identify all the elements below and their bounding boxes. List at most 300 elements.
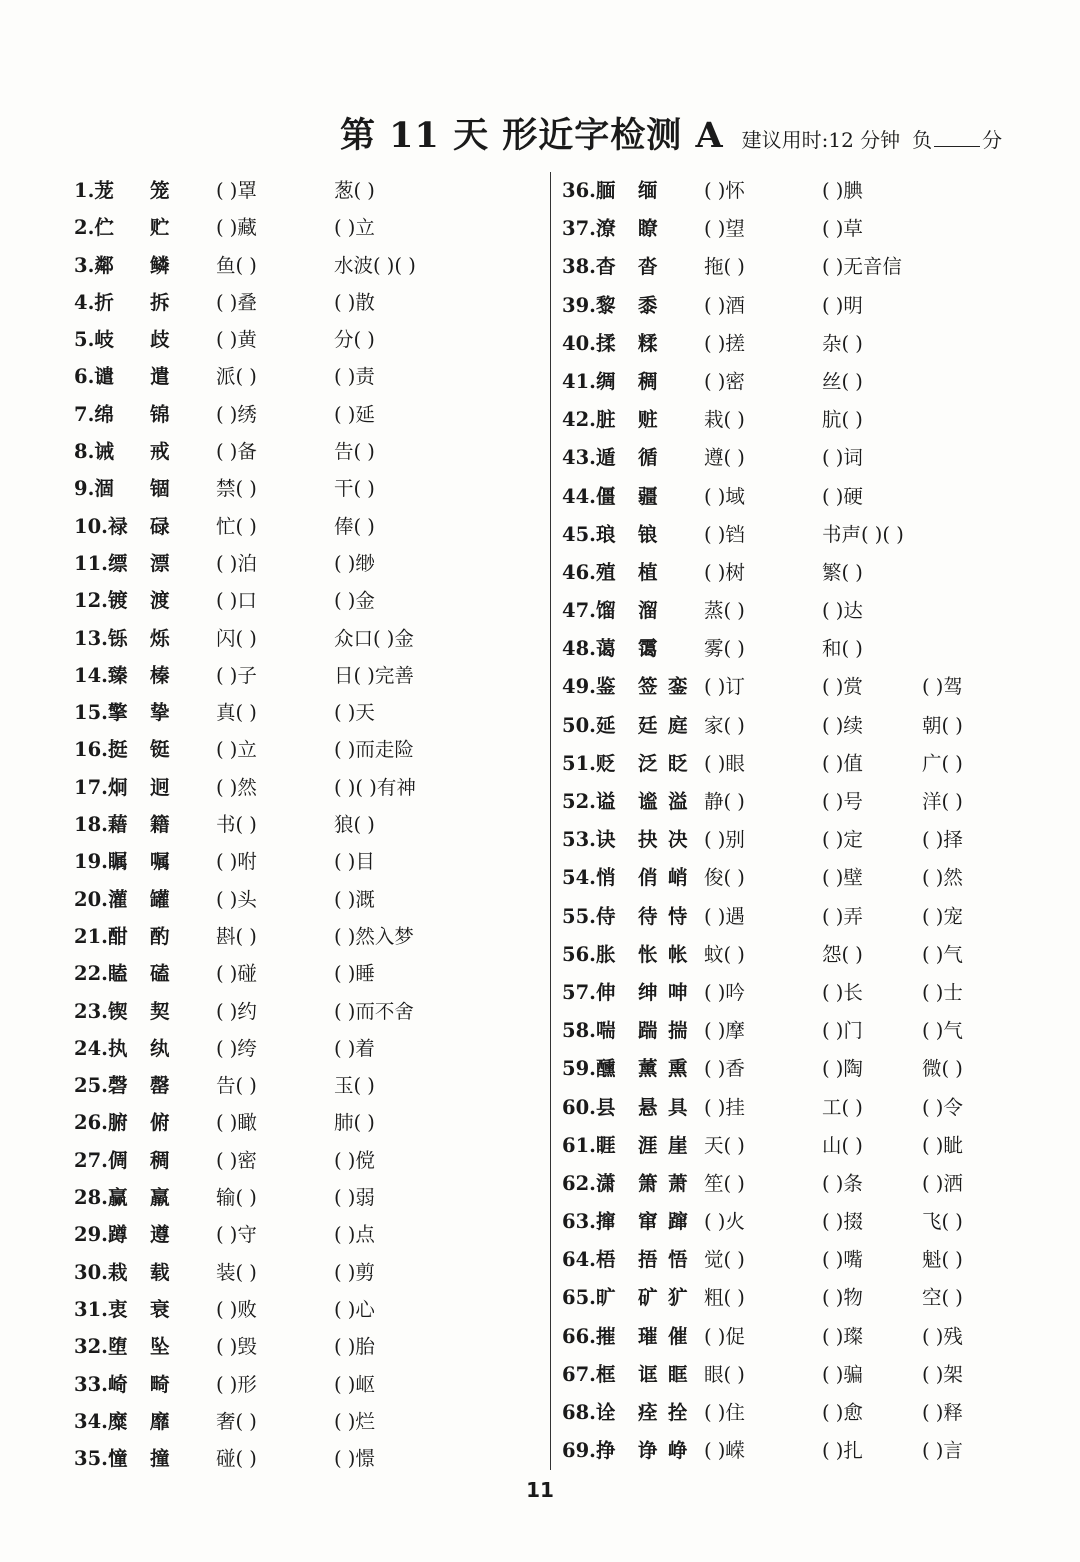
- page-title: 第 11 天 形近字检测 A: [340, 115, 724, 156]
- exercise-row: [562, 1089, 1022, 1127]
- similar-char: 脏: [595, 408, 616, 432]
- similar-char: 沓: [638, 255, 658, 279]
- item-number-and-char: 64.梧: [562, 1248, 616, 1272]
- exercise-row: [562, 1127, 1022, 1165]
- exercise-row: [562, 1318, 1022, 1356]
- similar-char: 绵: [94, 402, 114, 426]
- fill-blank-word: ( )头: [216, 887, 257, 911]
- fill-blank-word: ( )璨: [822, 1324, 863, 1348]
- similar-char: 诤: [638, 1439, 658, 1463]
- exercise-row: [74, 358, 544, 395]
- fill-blank-word: 肮( ): [822, 408, 863, 432]
- similar-char: 璀: [638, 1324, 658, 1348]
- fill-blank-word: ( )而不舍: [334, 999, 414, 1023]
- similar-char: 馏: [595, 599, 616, 623]
- similar-char: 俏: [638, 866, 658, 890]
- fill-blank-word: ( )吟: [704, 980, 745, 1004]
- fill-blank-word: ( )罩: [216, 179, 257, 202]
- similar-char: 贬: [595, 751, 616, 775]
- fill-blank-word: 山( ): [822, 1133, 863, 1157]
- exercise-row: [74, 284, 544, 321]
- exercise-row: [74, 1254, 544, 1291]
- item-number-and-char: 61.睚: [562, 1133, 616, 1157]
- item-number-and-char: 32.堕: [74, 1335, 128, 1359]
- similar-char: 伸: [595, 980, 616, 1004]
- fill-blank-word: ( )树: [704, 560, 745, 584]
- similar-char: 禄: [107, 514, 128, 538]
- fill-blank-word: ( )口: [216, 589, 257, 613]
- fill-blank-word: ( )气: [922, 942, 963, 966]
- similar-char: 羸: [150, 1186, 170, 1210]
- similar-char: 遁: [595, 446, 616, 470]
- fill-blank-word: 斟( ): [216, 924, 257, 948]
- exercise-row: [74, 918, 544, 955]
- item-number-and-char: 54.悄: [562, 866, 616, 890]
- exercise-row: [74, 1216, 544, 1253]
- item-number-and-char: 26.腑: [74, 1111, 128, 1135]
- similar-char: 揉: [595, 331, 616, 355]
- similar-char: 执: [107, 1036, 128, 1060]
- exercise-row: [74, 247, 544, 284]
- item-number-and-char: 9.涸: [74, 477, 114, 501]
- exercise-row: [562, 516, 1022, 554]
- item-number-and-char: 2.伫: [74, 216, 114, 240]
- fill-blank-word: ( )黄: [216, 328, 257, 352]
- item-number-and-char: 19.瞩: [74, 850, 128, 874]
- item-number-and-char: 7.绵: [74, 402, 114, 426]
- similar-char: 潇: [595, 1171, 616, 1195]
- similar-char: 待: [638, 904, 658, 928]
- similar-char: 帐: [668, 942, 688, 966]
- fill-blank-word: ( )嘴: [822, 1248, 863, 1272]
- fill-blank-word: ( )眼: [704, 751, 745, 775]
- similar-char: 鳞: [150, 253, 170, 277]
- similar-char: 黎: [595, 293, 616, 317]
- item-number-and-char: 21.酣: [74, 924, 128, 948]
- similar-char: 眨: [668, 751, 688, 775]
- time-suggestion: 建议用时:12 分钟: [741, 128, 901, 152]
- similar-char: 锢: [150, 477, 170, 501]
- item-number-and-char: 30.栽: [74, 1260, 128, 1284]
- similar-char: 赢: [107, 1186, 128, 1210]
- similar-char: 锲: [107, 999, 128, 1023]
- fill-blank-word: ( )毁: [216, 1335, 257, 1359]
- fill-blank-word: ( )域: [704, 484, 745, 508]
- fill-blank-word: ( )铛: [704, 522, 745, 546]
- similar-char: 籍: [150, 813, 170, 837]
- item-number-and-char: 37.潦: [562, 217, 616, 241]
- similar-char: 具: [668, 1095, 688, 1119]
- similar-char: 漂: [150, 551, 170, 575]
- fill-blank-word: 怨( ): [822, 942, 863, 966]
- column-divider: [550, 172, 551, 1470]
- exercise-row: [562, 783, 1022, 821]
- item-number-and-char: 1.茏: [74, 179, 114, 202]
- exercise-row: [562, 936, 1022, 974]
- similar-char: 坠: [150, 1335, 170, 1359]
- fill-blank-word: 派( ): [216, 365, 257, 389]
- fill-blank-word: ( )绣: [216, 402, 257, 426]
- similar-char: 灌: [107, 887, 128, 911]
- similar-char: 挚: [150, 701, 170, 725]
- fill-blank-word: 装( ): [216, 1260, 257, 1284]
- item-number-and-char: 46.殖: [562, 560, 616, 584]
- fill-blank-word: 俊( ): [704, 866, 745, 890]
- exercise-row: [74, 694, 544, 731]
- similar-char: 赃: [638, 408, 658, 432]
- fill-blank-word: ( )败: [216, 1297, 257, 1321]
- fill-blank-word: ( )藏: [216, 216, 257, 240]
- fill-blank-word: ( )定: [822, 828, 863, 852]
- fill-blank-word: ( )门: [822, 1019, 863, 1043]
- similar-char: 俯: [150, 1111, 170, 1135]
- fill-blank-word: ( )搓: [704, 331, 745, 355]
- fill-blank-word: ( )长: [822, 980, 863, 1004]
- page-number: 11: [526, 1478, 554, 1502]
- similar-char: 矿: [638, 1286, 658, 1310]
- similar-char: 谧: [638, 790, 658, 813]
- fill-blank-word: 朝( ): [922, 713, 963, 737]
- fill-blank-word: ( )愈: [822, 1401, 863, 1424]
- item-number-and-char: 69.挣: [562, 1439, 616, 1463]
- fill-blank-word: ( )缈: [334, 551, 375, 575]
- fill-blank-word: ( )酒: [704, 293, 745, 317]
- exercise-row: [74, 1403, 544, 1440]
- similar-char: 鉴: [595, 675, 616, 699]
- fill-blank-word: ( )备: [216, 440, 257, 464]
- exercise-row: [562, 1394, 1022, 1432]
- similar-char: 锦: [150, 402, 170, 426]
- exercise-row: [74, 1291, 544, 1328]
- item-number-and-char: 60.县: [562, 1095, 616, 1119]
- item-number-and-char: 66.摧: [562, 1324, 616, 1348]
- fill-blank-word: ( )扎: [822, 1439, 863, 1463]
- similar-char: 诀: [595, 828, 616, 852]
- item-number-and-char: 10.禄: [74, 514, 128, 538]
- item-number-and-char: 14.臻: [74, 663, 128, 687]
- fill-blank-word: ( )瞰: [216, 1111, 257, 1135]
- similar-char: 擎: [107, 701, 128, 725]
- fill-blank-word: ( )天: [334, 701, 375, 725]
- fill-blank-word: ( )然: [216, 775, 257, 799]
- fill-blank-word: ( )形: [216, 1372, 257, 1396]
- similar-char: 磬: [107, 1074, 128, 1098]
- fill-blank-word: ( )碰: [216, 962, 257, 986]
- similar-char: 谥: [595, 790, 616, 813]
- similar-char: 殖: [595, 560, 616, 584]
- item-number-and-char: 22.瞌: [74, 962, 128, 986]
- item-number-and-char: 31.衷: [74, 1297, 128, 1321]
- fill-blank-word: ( )傥: [334, 1148, 375, 1172]
- item-number-and-char: 25.磬: [74, 1074, 128, 1098]
- similar-char: 溢: [668, 790, 688, 813]
- item-number-and-char: 5.岐: [74, 328, 114, 352]
- similar-char: 罄: [150, 1074, 170, 1098]
- similar-char: 折: [94, 290, 114, 314]
- exercise-row: [562, 898, 1022, 936]
- exercise-row: [74, 1067, 544, 1104]
- fill-blank-word: ( )岖: [334, 1372, 375, 1396]
- item-number-and-char: 23.锲: [74, 999, 128, 1023]
- fill-blank-word: 空( ): [922, 1286, 963, 1310]
- exercise-row: [74, 620, 544, 657]
- fill-blank-word: ( )散: [334, 290, 375, 314]
- exercise-row: [74, 545, 544, 582]
- score-field: [912, 124, 1002, 153]
- fill-blank-word: 输( ): [216, 1186, 257, 1210]
- fill-blank-word: ( )陶: [822, 1057, 863, 1081]
- item-number-and-char: 6.谴: [74, 365, 114, 389]
- fill-blank-word: 闪( ): [216, 626, 257, 650]
- fill-blank-word: ( )守: [216, 1223, 257, 1247]
- fill-blank-word: ( )子: [216, 663, 257, 687]
- similar-char: 廷: [638, 713, 658, 737]
- similar-char: 糅: [638, 331, 658, 355]
- similar-char: 倜: [107, 1148, 128, 1172]
- item-number-and-char: 62.潇: [562, 1171, 616, 1195]
- item-number-and-char: 48.蔼: [562, 637, 616, 661]
- similar-char: 侍: [595, 904, 616, 928]
- similar-char: 瞌: [107, 962, 128, 986]
- fill-blank-word: ( )责: [334, 365, 375, 389]
- fill-blank-word: ( )条: [822, 1171, 863, 1195]
- item-number-and-char: 15.擎: [74, 701, 128, 725]
- item-number-and-char: 45.琅: [562, 522, 616, 546]
- similar-char: 涸: [94, 477, 114, 501]
- exercise-row: [74, 1366, 544, 1403]
- similar-char: 梧: [595, 1248, 616, 1272]
- fill-blank-word: ( )泊: [216, 551, 257, 575]
- fill-blank-word: 书( ): [216, 813, 257, 837]
- similar-char: 迥: [150, 775, 170, 799]
- exercise-row: [74, 470, 544, 507]
- item-number-and-char: 63.撺: [562, 1210, 616, 1234]
- exercise-row: [562, 1432, 1022, 1470]
- similar-char: 歧: [150, 328, 170, 352]
- fill-blank-word: 干( ): [334, 477, 375, 501]
- fill-blank-word: ( )号: [822, 790, 863, 813]
- similar-char: 铄: [107, 626, 128, 650]
- similar-char: 遣: [150, 365, 170, 389]
- similar-char: 靡: [150, 1409, 170, 1433]
- fill-blank-word: 分( ): [334, 328, 375, 352]
- exercise-row: [562, 478, 1022, 516]
- similar-char: 堕: [107, 1335, 128, 1359]
- fill-blank-word: ( )摩: [704, 1019, 745, 1043]
- item-number-and-char: 35.憧: [74, 1447, 128, 1471]
- similar-char: 怅: [638, 942, 658, 966]
- similar-char: 拴: [668, 1401, 688, 1424]
- fill-blank-word: ( )驾: [922, 675, 963, 699]
- item-number-and-char: 3.鄰: [74, 253, 114, 277]
- exercise-row: [562, 554, 1022, 592]
- fill-blank-word: ( )硬: [822, 484, 863, 508]
- item-number-and-char: 56.胀: [562, 942, 616, 966]
- fill-blank-word: ( )怀: [704, 179, 745, 202]
- page-header: [340, 108, 1040, 158]
- fill-blank-word: 静( ): [704, 790, 745, 813]
- similar-char: 决: [668, 828, 688, 852]
- similar-char: 悄: [595, 866, 616, 890]
- similar-char: 铤: [150, 738, 170, 762]
- fill-blank-word: ( )胎: [334, 1335, 375, 1359]
- fill-blank-word: ( )嵘: [704, 1439, 745, 1463]
- fill-blank-word: ( )腆: [822, 179, 863, 202]
- exercise-row: [74, 1179, 544, 1216]
- fill-blank-word: 水波( )( ): [334, 253, 416, 277]
- fill-blank-word: 家( ): [704, 713, 745, 737]
- fill-blank-word: ( )绔: [216, 1036, 257, 1060]
- fill-blank-word: ( )言: [922, 1439, 963, 1463]
- similar-char: 绅: [638, 980, 658, 1004]
- similar-char: 箫: [638, 1171, 658, 1195]
- similar-char: 载: [150, 1260, 170, 1284]
- similar-char: 峥: [668, 1439, 688, 1463]
- fill-blank-word: ( )溉: [334, 887, 375, 911]
- similar-char: 恃: [668, 904, 688, 928]
- item-number-and-char: 16.挺: [74, 738, 128, 762]
- item-number-and-char: 12.镀: [74, 589, 128, 613]
- item-number-and-char: 20.灌: [74, 887, 128, 911]
- similar-char: 挺: [107, 738, 128, 762]
- similar-char: 揣: [668, 1019, 688, 1043]
- similar-char: 庭: [668, 713, 688, 737]
- similar-char: 蹿: [668, 1210, 688, 1234]
- exercise-row: [562, 401, 1022, 439]
- similar-char: 诓: [638, 1362, 658, 1386]
- fill-blank-word: 雾( ): [704, 637, 745, 661]
- fill-blank-word: ( )金: [334, 589, 375, 613]
- fill-blank-word: ( )密: [704, 369, 745, 393]
- exercise-row: [562, 363, 1022, 401]
- similar-char: 磕: [150, 962, 170, 986]
- item-number-and-char: 38.杳: [562, 255, 616, 279]
- similar-char: 催: [668, 1324, 688, 1348]
- similar-char: 框: [595, 1362, 616, 1386]
- fill-blank-word: ( )续: [822, 713, 863, 737]
- item-number-and-char: 11.缥: [74, 551, 128, 575]
- exercise-row: [74, 1328, 544, 1365]
- item-number-and-char: 65.旷: [562, 1286, 616, 1310]
- fill-blank-word: ( )促: [704, 1324, 745, 1348]
- fill-blank-word: ( )无音信: [822, 255, 902, 279]
- similar-char: 栽: [107, 1260, 128, 1284]
- item-number-and-char: 43.遁: [562, 446, 616, 470]
- similar-char: 茏: [94, 179, 114, 202]
- similar-char: 绸: [595, 369, 616, 393]
- fill-blank-word: ( )延: [334, 402, 375, 426]
- fill-blank-word: ( )物: [822, 1286, 863, 1310]
- score-prefix: 负: [912, 128, 933, 152]
- similar-char: 衷: [107, 1297, 128, 1321]
- fill-blank-word: 觉( ): [704, 1248, 745, 1272]
- exercise-row: [562, 172, 1022, 210]
- item-number-and-char: 24.执: [74, 1036, 128, 1060]
- fill-blank-word: 真( ): [216, 701, 257, 725]
- fill-blank-word: ( )达: [822, 599, 863, 623]
- exercise-row: [74, 321, 544, 358]
- similar-char: 遵: [150, 1223, 170, 1247]
- exercise-row: [74, 1440, 544, 1477]
- fill-blank-word: ( )订: [704, 675, 745, 699]
- item-number-and-char: 68.诠: [562, 1401, 616, 1424]
- fill-blank-word: ( )约: [216, 999, 257, 1023]
- similar-char: 谴: [94, 365, 114, 389]
- item-number-and-char: 4.折: [74, 290, 114, 314]
- item-number-and-char: 49.鉴: [562, 675, 616, 699]
- fill-blank-word: ( )香: [704, 1057, 745, 1081]
- item-number-and-char: 39.黎: [562, 293, 616, 317]
- similar-char: 拆: [150, 290, 170, 314]
- item-number-and-char: 34.糜: [74, 1409, 128, 1433]
- fill-blank-word: ( )令: [922, 1095, 963, 1119]
- fill-blank-word: ( )掇: [822, 1210, 863, 1234]
- fill-blank-word: ( )词: [822, 446, 863, 470]
- fill-blank-word: ( )着: [334, 1036, 375, 1060]
- similar-char: 稠: [150, 1148, 170, 1172]
- item-number-and-char: 42.脏: [562, 408, 616, 432]
- similar-char: 抉: [638, 828, 658, 852]
- fill-blank-word: ( )草: [822, 217, 863, 241]
- fill-blank-word: ( )别: [704, 828, 745, 852]
- fill-blank-word: 天( ): [704, 1133, 745, 1157]
- similar-char: 衰: [150, 1297, 170, 1321]
- fill-blank-word: ( )然入梦: [334, 924, 414, 948]
- exercise-row: [74, 1142, 544, 1179]
- similar-char: 崖: [668, 1133, 688, 1157]
- similar-char: 锒: [638, 522, 658, 546]
- similar-char: 鄰: [94, 253, 114, 277]
- fill-blank-word: ( )咐: [216, 850, 257, 874]
- item-number-and-char: 28.赢: [74, 1186, 128, 1210]
- fill-blank-word: ( )立: [216, 738, 257, 762]
- exercise-row: [562, 668, 1022, 706]
- item-number-and-char: 33.崎: [74, 1372, 128, 1396]
- similar-char: 犷: [668, 1286, 688, 1310]
- exercise-row: [562, 821, 1022, 859]
- similar-char: 碌: [150, 514, 170, 538]
- fill-blank-word: ( )望: [704, 217, 745, 241]
- similar-char: 睚: [595, 1133, 616, 1157]
- exercise-row: [74, 657, 544, 694]
- item-number-and-char: 52.谥: [562, 790, 616, 813]
- similar-char: 崎: [107, 1372, 128, 1396]
- fill-blank-word: ( )烂: [334, 1409, 375, 1433]
- similar-char: 腑: [107, 1111, 128, 1135]
- similar-char: 契: [150, 999, 170, 1023]
- left-column: [74, 172, 544, 1477]
- similar-char: 摧: [595, 1324, 616, 1348]
- score-blank: [934, 126, 980, 147]
- similar-char: 蔼: [595, 637, 616, 661]
- similar-char: 缅: [638, 179, 658, 202]
- similar-char: 琅: [595, 522, 616, 546]
- item-number-and-char: 55.侍: [562, 904, 616, 928]
- fill-blank-word: ( )然: [922, 866, 963, 890]
- fill-blank-word: ( )气: [922, 1019, 963, 1043]
- item-number-and-char: 8.诫: [74, 440, 114, 464]
- fill-blank-word: ( )点: [334, 1223, 375, 1247]
- fill-blank-word: ( )火: [704, 1210, 745, 1234]
- similar-char: 诠: [595, 1401, 616, 1424]
- item-number-and-char: 40.揉: [562, 331, 616, 355]
- similar-char: 涯: [638, 1133, 658, 1157]
- fill-blank-word: 玉( ): [334, 1074, 375, 1098]
- similar-char: 伫: [94, 216, 114, 240]
- similar-char: 薰: [638, 1057, 658, 1081]
- fill-blank-word: 拖( ): [704, 255, 745, 279]
- fill-blank-word: 禁( ): [216, 477, 257, 501]
